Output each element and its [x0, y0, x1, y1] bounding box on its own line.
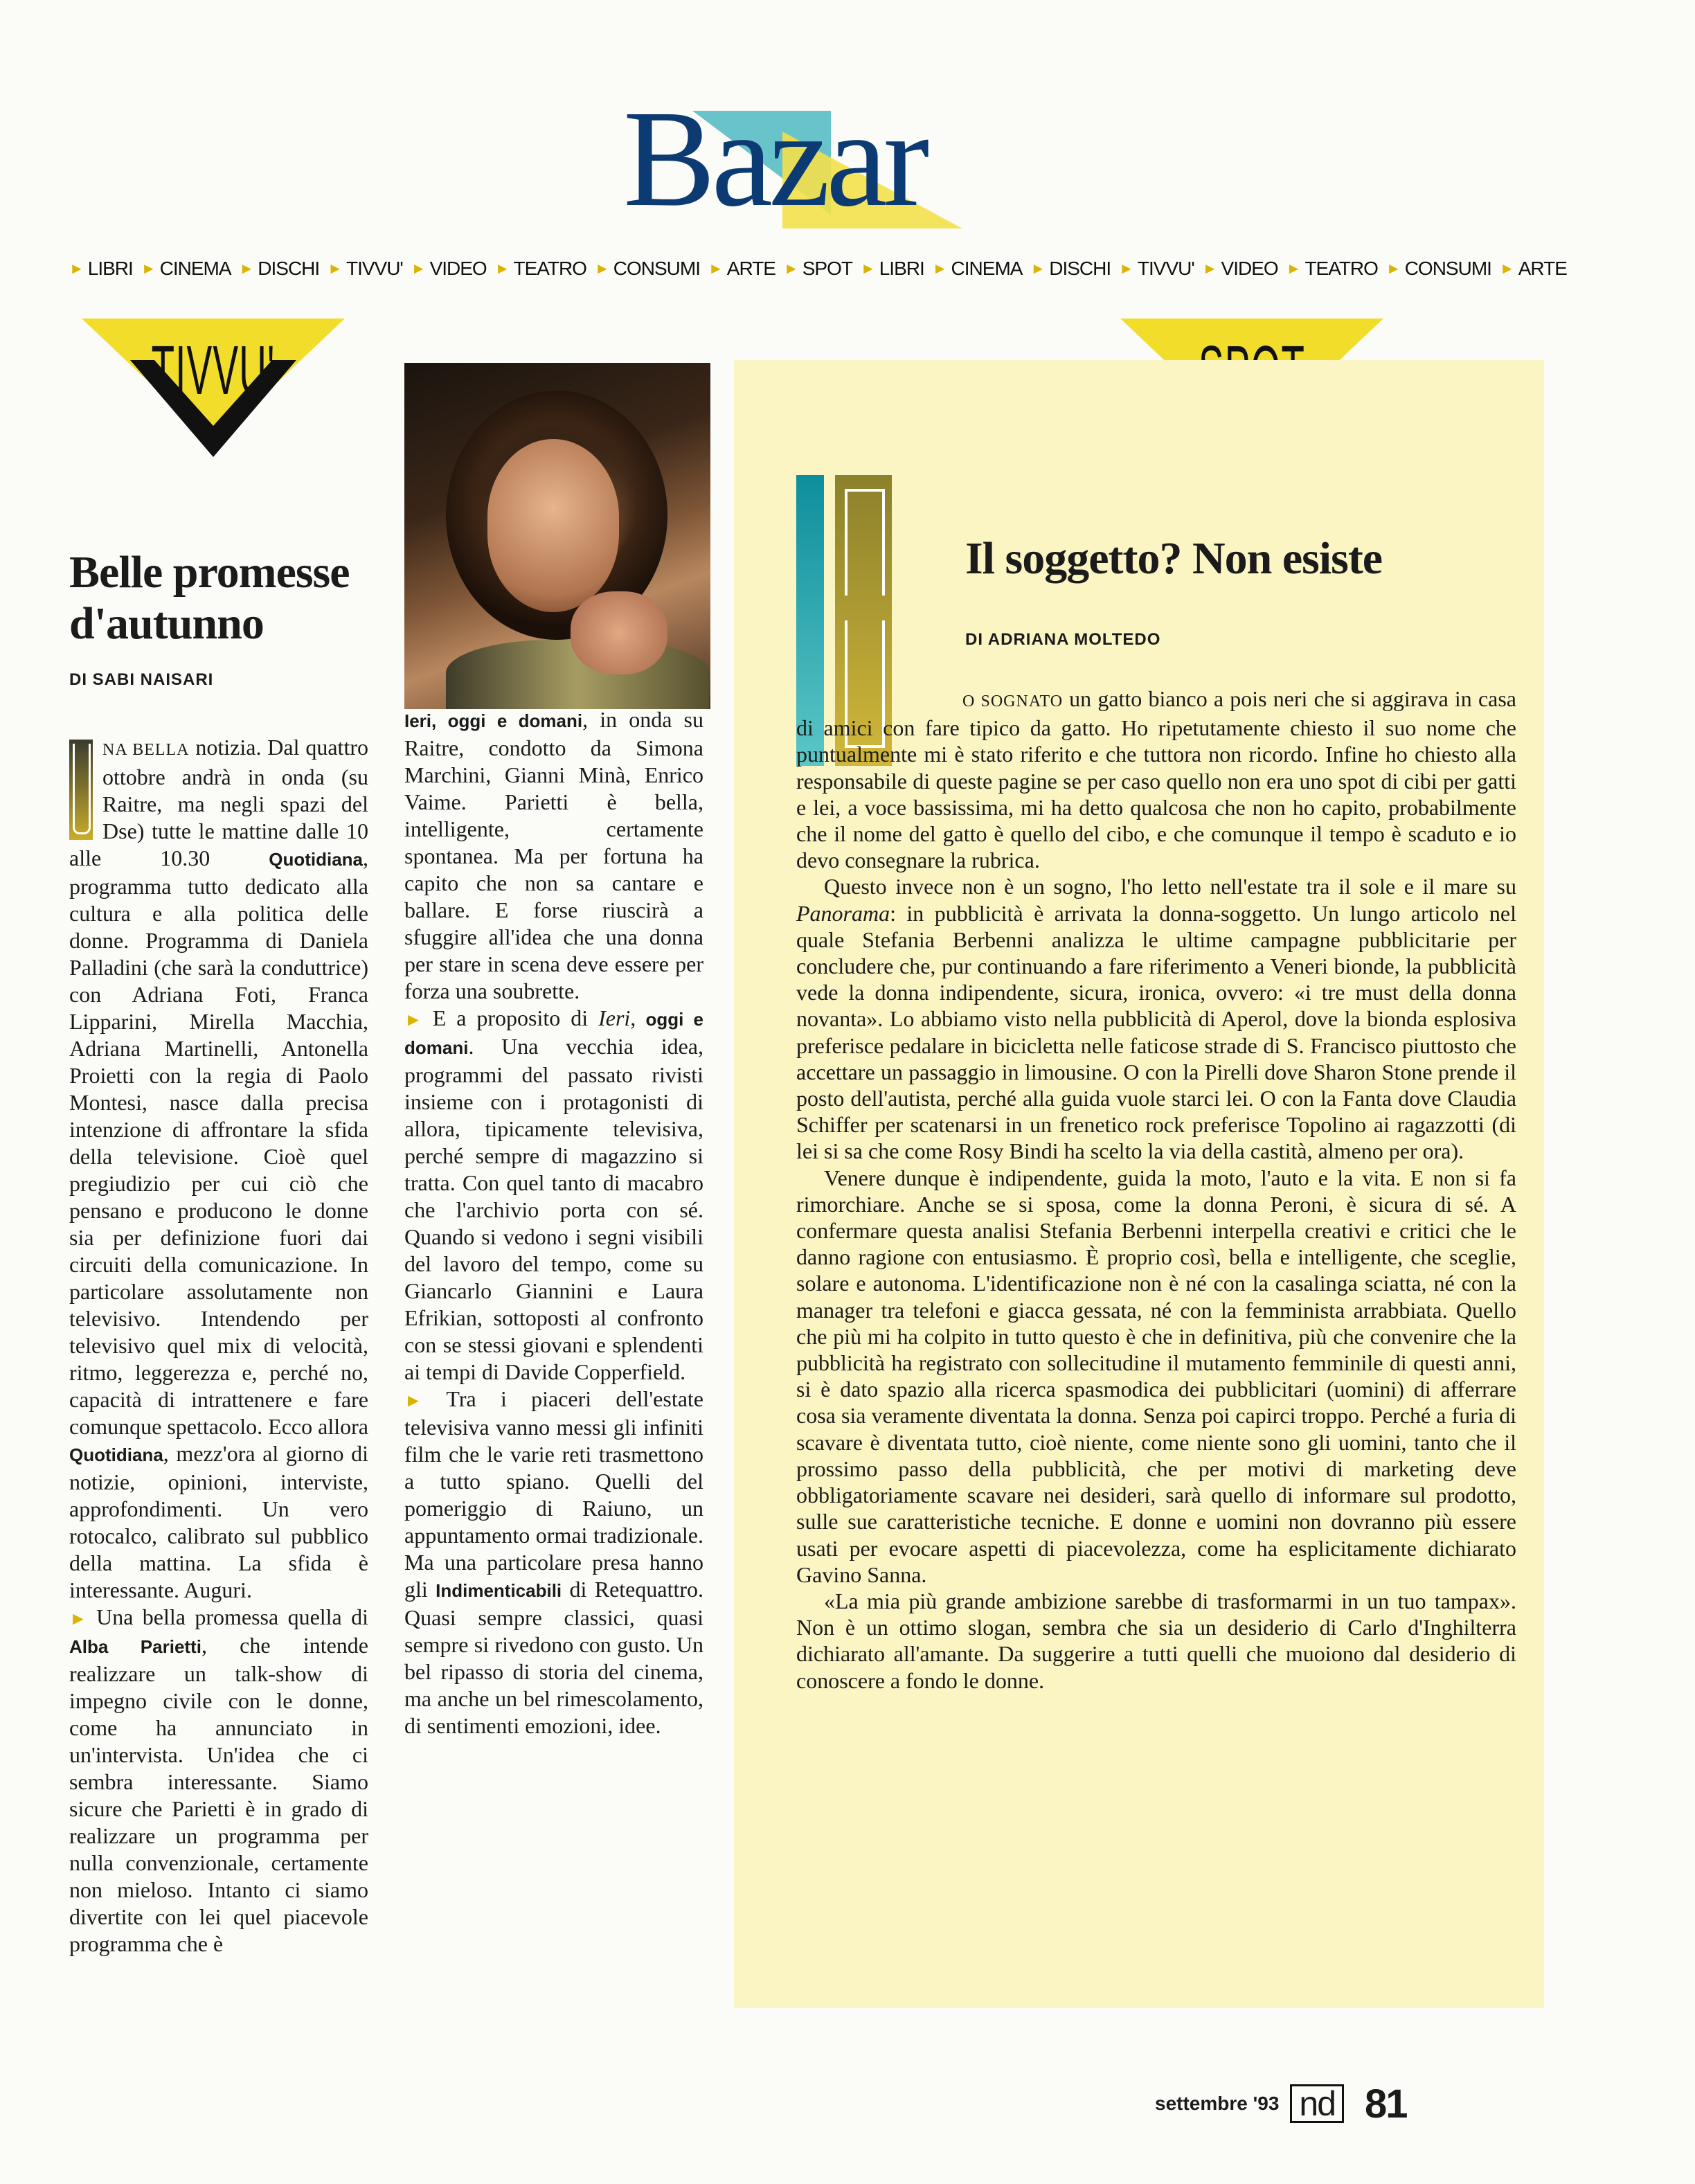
nav-arrow-icon: ►	[69, 260, 84, 277]
nav-item-label: ARTE	[726, 258, 775, 279]
nav-arrow-icon: ►	[1119, 260, 1133, 277]
nav-arrow-icon: ►	[328, 260, 342, 277]
left-paragraph-1: NA BELLA notizia. Dal quattro ottobre andrà in onda (su Raitre, ma negli spazi del Dse) tutte le mattine dalle 10 alle 10.30 Quotidiana, programma tutto dedicato alla cultura e alla politica delle donne. Programma di Daniela Palladini (che sarà la conduttrice) con Adriana Foti, Franca Lipparini, Mirella Macchia, Adriana Martinelli, Antonella Proietti con la regia di Paolo Montesi, nasce dalla precisa intenzione di affrontare la sfida della televisione. Cioè quel pregiudizio per cui ciò che pensano e producono le donne sia per definizione fuori dai circuiti della comunicazione. In particolare assolutamente non televisivo. Intendendo per televisivo quel mix di velocità, ritmo, leggerezza e, perché no, capacità di intrattenere e fare comunque spettacolo. Ecco allora Quotidiana, mezz'ora al giorno di notizie, opinioni, interviste, approfondimenti. Un vero rotocalco, calibrato sul pubblico della mattina. La sfida è interessante. Auguri.	[69, 735, 368, 1602]
nav-arrow-icon: ►	[141, 260, 156, 277]
nav-item-label: LIBRI	[879, 258, 924, 279]
right-paragraph-3: Venere dunque è indipendente, guida la moto, l'auto e la vita. E non si fa rimorchiare. Anche se si sposa, come la donna Peroni, è sicura di sé. A confermare questa analisi Stefania Berbenni interpella creativi e critici che le danno ragione con entusiasmo. È proprio così, bella e intelligente, che sceglie, solare e autonoma. L'identificazione non è né con la casalinga sciatta, né con la manager tra telefoni e giacca gessata, né con la femminista arrabbiata. Quello che più mi ha colpito in tutto questo è che in definitiva, più che convenire che la pubblicità ha registrato con sollecitudine il mutamento femminile di questi anni, si è dato spazio alla ricerca spasmodica dei pubblicitari (uomini) di afferrare cosa sia veramente diventata la donna. Senza poi capirci troppo. Perché a furia di scavare è diventata tutto, cioè niente, come niente sono gli uomini, tanto che il prossimo passo della pubblicità, che per motivi di marketing deve obbligatoriamente scavare nei desideri, sarà quello di informare sul prodotto, sulle sue caratteristiche tecniche. E donne e uomini non dovranno più essere usati per evocare aspetti di piacevolezza, come ha esplicitamente dichiarato Gavino Sanna.	[796, 1165, 1516, 1587]
nav-item-teatro-5[interactable]	[495, 258, 586, 280]
nav-arrow-icon: ►	[594, 260, 609, 277]
nav-item-label: DISCHI	[1049, 258, 1111, 279]
middle-paragraph-2: ► E a proposito di Ieri, oggi e domani. Una vecchia idea, programmi del passato rivisti insieme con i protagonisti di allora, tipicamente televisiva, perché sempre di magazzino si tratta. Con quel tanto di macabro che l'archivio porta con sé. Quando si vedono i segni visibili del lavoro del tempo, come su Giancarlo Giannini e Laura Efrikian, sottoposti al confronto con se stessi giovani e splendenti ai tempi di Davide Copperfield.	[404, 1005, 704, 1384]
right-paragraph-4: «La mia più grande ambizione sarebbe di trasformarmi in un tuo tampax». Non è un ottimo slogan, sembra che sia un desiderio di Carlo d'Inghilterra dichiarato all'amante. Da suggerire a tutti quelli che muoiono dal desiderio di conoscere a fondo le donne.	[796, 1588, 1516, 1693]
left-paragraph-2: ► Una bella promessa quella di Alba Parietti, che intende realizzare un talk-show di impegno civile con le donne, come ha annunciato in un'intervista. Un'idea che ci sembra interessante. Siamo sicure che Parietti è in grado di realizzare un programma per nulla convenzionale, certamente non mieloso. Intanto ci siamo divertite con lei quel piacevole programma che è	[69, 1604, 369, 1956]
right-paragraph-1: O SOGNATO un gatto bianco a pois neri che si aggirava in casa di amici con fare tipico da gatto. Ho ripetutamente chiesto il suo nome che puntualmente mi è stato riferito e che tuttora non ricordo. Infine ho chiesto alla responsabile di queste pagine se per caso quello non era uno spot di cibi per gatti e lei, a voce bassissima, mi ha detto qualcosa che non ho capito, probabilmente che il nome del gatto è quello del cibo, e che comunque il tempo è scaduto e io devo consegnare la rubrica.	[796, 686, 1517, 873]
nav-item-dischi-2[interactable]	[240, 258, 320, 280]
left-headline: Belle promesse d'autunno	[69, 547, 350, 649]
nav-item-arte-16[interactable]	[1500, 258, 1567, 280]
left-byline: DI SABI NAISARI	[69, 670, 214, 689]
nav-item-dischi-11[interactable]	[1030, 258, 1111, 280]
page-number: 81	[1365, 2081, 1407, 2127]
bullet-arrow-icon: ►	[404, 1390, 422, 1411]
nav-item-label: VIDEO	[1221, 258, 1278, 279]
nav-arrow-icon: ►	[1030, 260, 1046, 277]
nav-item-cinema-10[interactable]	[933, 258, 1023, 280]
nav-arrow-icon: ►	[411, 260, 426, 277]
nav-item-consumi-15[interactable]	[1386, 258, 1491, 280]
nav-item-label: VIDEO	[429, 258, 487, 279]
nav-arrow-icon: ►	[239, 260, 254, 277]
nav-item-label: CONSUMI	[1404, 258, 1491, 279]
nav-item-video-4[interactable]	[411, 258, 487, 280]
nav-item-spot-8[interactable]	[784, 258, 852, 280]
nav-arrow-icon: ►	[1286, 260, 1301, 277]
nav-item-tivvu-12[interactable]	[1119, 258, 1194, 280]
nav-item-libri-0[interactable]	[69, 258, 133, 280]
nav-item-teatro-14[interactable]	[1286, 258, 1378, 280]
woman-portrait-photo	[404, 363, 710, 709]
nav-item-label: CONSUMI	[613, 258, 700, 279]
nav-arrow-icon: ►	[494, 260, 510, 277]
nav-item-label: CINEMA	[159, 258, 231, 279]
nav-item-label: ARTE	[1518, 258, 1567, 279]
masthead-title: Bazar	[623, 82, 926, 235]
masthead	[609, 83, 997, 256]
nav-arrow-icon: ►	[932, 260, 947, 277]
right-byline: DI ADRIANA MOLTEDO	[965, 630, 1161, 649]
nav-item-tivvu-3[interactable]	[328, 258, 403, 280]
tivvu-section-label: TIVVU'	[151, 332, 276, 409]
middle-paragraph-3: ► Tra i piaceri dell'estate televisiva vanno messi gli infiniti film che le varie reti trasmettono a tutto spiano. Quelli del pomeriggio di Raiuno, un appuntamento ormai tradizionale. Ma una particolare presa hanno gli Indimenticabili di Retequattro. Quasi sempre classici, quasi sempre si rivedono con gusto. Un bel ripasso di storia del cinema, ma anche un bel rimescolamento, di sentimenti emozioni, idee.	[404, 1386, 704, 1738]
right-paragraph-2: Questo invece non è un sogno, l'ho letto nell'estate tra il sole e il mare su Panorama: in pubblicità è arrivata la donna-soggetto. Un lungo articolo nel quale Stefania Berbenni analizza le ultime campagne pubblicitarie per concludere che, pur continuando a fare riferimento a Veneri bionde, la pubblicità vede la donna indipendente, sicura, ironica, ovvero: «i tre must della donna novanta». Lo abbiamo visto nella pubblicità di Aperol, dove la bionda esplosiva preferisce pedalare in bicicletta nelle faticose strade di S. Francisco piuttosto che accettare un passaggio in limousine. O con la Pirelli dove Sharon Stone prende il posto dell'autista, perché alla guida vuole starci lei. O con la Fanta dove Claudia Schiffer per scatenarsi in un frenetico rock preferisce Topolino ai ragazzotti (di lei si sa che come Rosy Bindi ha scelto la via della castità, almeno per ora).	[796, 874, 1516, 1164]
middle-paragraph-1: Ieri, oggi e domani, in onda su Raitre, condotto da Simona Marchini, Gianni Minà, Enrico Vaime. Parietti è bella, intelligente, certamente spontanea. Ma per fortuna ha capito che non sa cantare e ballare. E forse riuscirà a sfuggire all'idea che una donna per stare in scena deve essere per forza una soubrette.	[404, 707, 703, 1003]
dropcap-u	[69, 740, 93, 840]
nav-item-arte-7[interactable]	[708, 258, 775, 280]
bullet-arrow-icon: ►	[69, 1608, 87, 1629]
nav-item-label: TIVVU'	[1137, 258, 1194, 279]
nav-item-video-13[interactable]	[1203, 258, 1278, 280]
section-nav	[69, 255, 1567, 283]
right-column-text	[796, 686, 1516, 1694]
nav-arrow-icon: ►	[708, 260, 723, 277]
nav-arrow-icon: ►	[783, 260, 798, 277]
nav-item-label: CINEMA	[951, 258, 1023, 279]
nav-item-label: TEATRO	[1304, 258, 1378, 279]
issue-date: settembre '93	[1155, 2093, 1280, 2114]
nav-item-label: SPOT	[802, 258, 852, 279]
nav-item-label: TIVVU'	[346, 258, 403, 279]
nav-item-label: DISCHI	[258, 258, 320, 279]
nav-item-label: LIBRI	[87, 258, 133, 279]
nav-arrow-icon: ►	[1202, 260, 1217, 277]
nav-item-libri-9[interactable]	[861, 258, 924, 280]
nav-item-cinema-1[interactable]	[141, 258, 231, 280]
nav-arrow-icon: ►	[860, 260, 875, 277]
right-headline: Il soggetto? Non esiste	[965, 533, 1383, 584]
tivvu-section-chevron	[82, 319, 345, 492]
nav-item-label: TEATRO	[513, 258, 586, 279]
nav-arrow-icon: ►	[1385, 260, 1401, 277]
bullet-arrow-icon: ►	[404, 1009, 422, 1030]
nav-item-consumi-6[interactable]	[595, 258, 700, 280]
page-footer	[1155, 2081, 1407, 2127]
nav-arrow-icon: ►	[1499, 260, 1514, 277]
left-column-text	[69, 734, 368, 1958]
middle-column-text	[404, 706, 703, 1739]
magazine-logo: nd	[1290, 2084, 1344, 2123]
